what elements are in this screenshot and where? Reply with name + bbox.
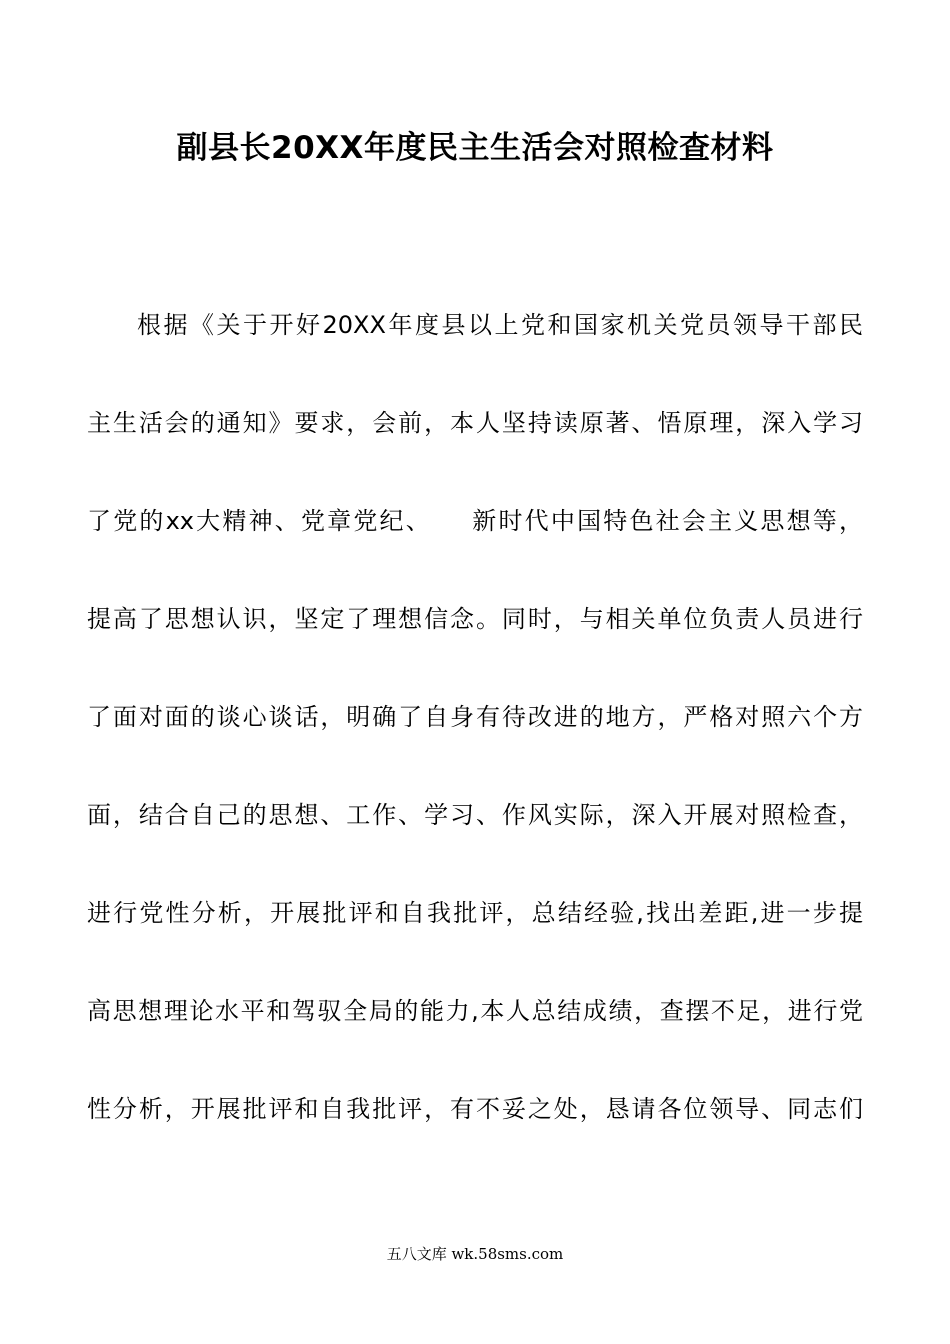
body-line-8: 高思想理论水平和驾驭全局的能力,本人总结成绩，查摆不足，进行党	[87, 997, 863, 1025]
page-footer: 五八文库 wk.58sms.com	[386, 1245, 564, 1263]
body-line-2: 主生活会的通知》要求，会前，本人坚持读原著、悟原理，深入学习	[87, 409, 863, 437]
body-line-4: 提高了思想认识，坚定了理想信念。同时，与相关单位负责人员进行	[87, 605, 863, 633]
body-line-9: 性分析，开展批评和自我批评，有不妥之处，恳请各位领导、同志们	[87, 1095, 863, 1123]
body-line-5: 了面对面的谈心谈话，明确了自身有待改进的地方，严格对照六个方	[87, 703, 863, 731]
body-line-7: 进行党性分析，开展批评和自我批评，总结经验,找出差距,进一步提	[87, 899, 863, 927]
body-line-3: 了党的xx大精神、党章党纪、 新时代中国特色社会主义思想等，	[87, 507, 863, 535]
body-line-1: 根据《关于开好20XX年度县以上党和国家机关党员领导干部民	[137, 311, 863, 339]
body-line-6: 面，结合自己的思想、工作、学习、作风实际，深入开展对照检查，	[87, 801, 863, 829]
document-title: 副县长20XX年度民主生活会对照检查材料	[176, 130, 774, 166]
